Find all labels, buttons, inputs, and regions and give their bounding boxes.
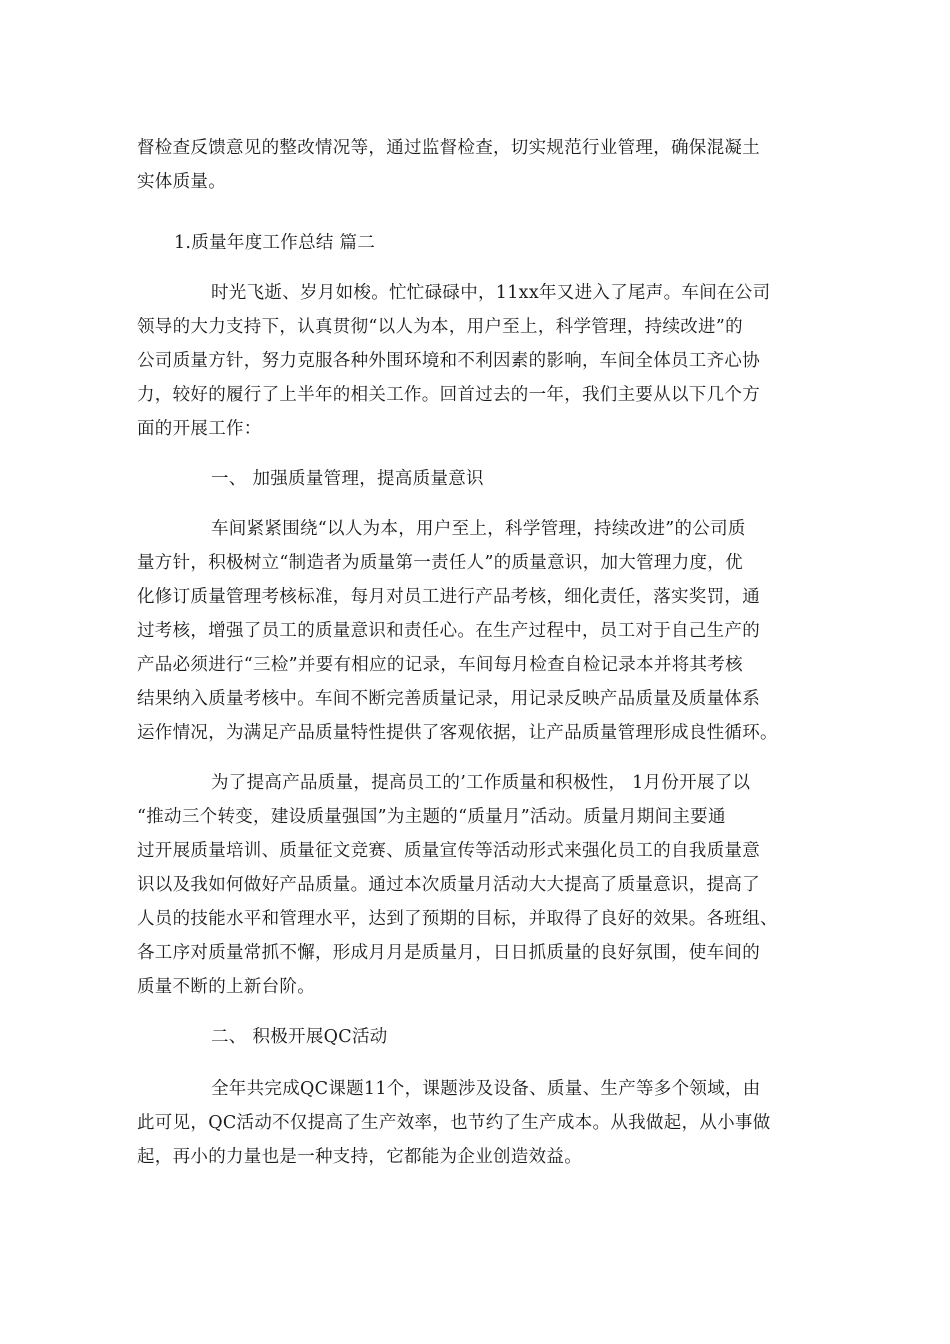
paragraph-2-line-6: 结果纳入质量考核中。车间不断完善质量记录，用记录反映产品质量及质量体系 (137, 689, 760, 709)
paragraph-3-line-5: 人员的技能水平和管理水平，达到了预期的目标，并取得了良好的效果。各班组、 (137, 909, 778, 929)
paragraph-1-line-3: 公司质量方针，努力克服各种外围环境和不利因素的影响，车间全体员工齐心协 (137, 351, 760, 371)
paragraph-3-line-7: 质量不断的上新台阶。 (137, 977, 315, 997)
paragraph-1-line-1: 时光飞逝、岁月如梭。忙忙碌碌中，11xx年又进入了尾声。车间在公司 (211, 283, 771, 303)
paragraph-1-line-4: 力，较好的履行了上半年的相关工作。回首过去的一年，我们主要从以下几个方 (137, 385, 760, 405)
paragraph-4-line-2: 此可见，QC活动不仅提高了生产效率，也节约了生产成本。从我做起，从小事做 (137, 1113, 771, 1133)
paragraph-3-line-4: 识以及我如何做好产品质量。通过本次质量月活动大大提高了质量意识，提高了 (137, 875, 760, 895)
paragraph-4-line-1: 全年共完成QC课题11个，课题涉及设备、质量、生产等多个领域，由 (211, 1079, 761, 1099)
subsection-title-2: 二、 积极开展QC活动 (211, 1027, 388, 1047)
paragraph-3-line-6: 各工序对质量常抓不懈，形成月月是质量月，日日抓质量的良好氛围，使车间的 (137, 943, 760, 963)
intro-line-2: 实体质量。 (137, 172, 226, 192)
paragraph-1-line-2: 领导的大力支持下，认真贯彻“以人为本，用户至上，科学管理，持续改进”的 (137, 317, 743, 337)
paragraph-3-line-1: 为了提高产品质量，提高员工的’工作质量和积极性， 1月份开展了以 (211, 773, 751, 793)
paragraph-3-line-3: 过开展质量培训、质量征文竞赛、质量宣传等活动形式来强化员工的自我质量意 (137, 841, 760, 861)
paragraph-2-line-4: 过考核，增强了员工的质量意识和责任心。在生产过程中，员工对于自己生产的 (137, 621, 760, 641)
section-heading: 1.质量年度工作总结 篇二 (174, 233, 376, 253)
paragraph-4-line-3: 起，再小的力量也是一种支持，它都能为企业创造效益。 (137, 1147, 582, 1167)
paragraph-2-line-5: 产品必须进行“三检”并要有相应的记录，车间每月检查自检记录本并将其考核 (137, 655, 743, 675)
paragraph-2-line-3: 化修订质量管理考核标准，每月对员工进行产品考核，细化责任，落实奖罚，通 (137, 587, 760, 607)
paragraph-2-line-1: 车间紧紧围绕“以人为本，用户至上，科学管理，持续改进”的公司质 (211, 519, 746, 539)
paragraph-1-line-5: 面的开展工作： (137, 419, 262, 439)
paragraph-3-line-2: “推动三个转变，建设质量强国”为主题的“质量月”活动。质量月期间主要通 (137, 807, 726, 827)
intro-line-1: 督检查反馈意见的整改情况等，通过监督检查，切实规范行业管理，确保混凝土 (137, 138, 760, 158)
paragraph-2-line-2: 量方针，积极树立“制造者为质量第一责任人”的质量意识，加大管理力度，优 (137, 553, 743, 573)
subsection-title-1: 一、 加强质量管理，提高质量意识 (211, 469, 484, 489)
paragraph-2-line-7: 运作情况，为满足产品质量特性提供了客观依据，让产品质量管理形成良性循环。 (137, 723, 778, 743)
